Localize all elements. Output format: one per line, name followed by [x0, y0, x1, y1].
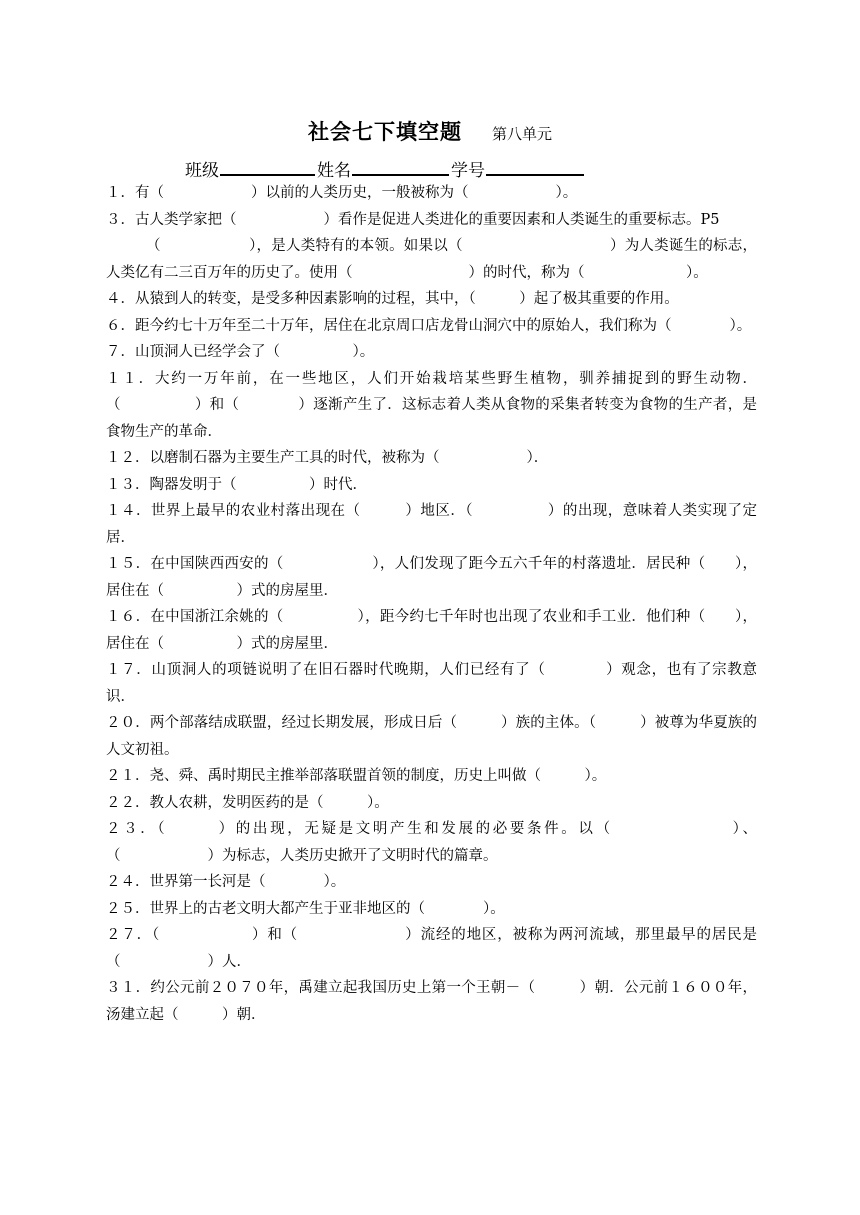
question-item: １２．以磨制石器为主要生产工具的时代，被称为（ ）．	[106, 450, 549, 466]
question-item: ２５．世界上的古老文明大都产生于亚非地区的（ ）。	[106, 900, 505, 917]
unit-subtitle: 第八单元	[491, 125, 552, 143]
class-label: 班级	[185, 161, 219, 181]
question-item: ７．山顶洞人已经学会了（ ）。	[106, 344, 375, 360]
question-item: １．有（ ）以前的人类历史，一般被称为（ ）。	[106, 185, 578, 201]
question-item: １５．在中国陕西西安的（ ），人们发现了距今五六千年的村落遗址．居民种（ ），居住在（ ）式的房屋里．	[106, 556, 757, 599]
question-list	[106, 180, 757, 1028]
question-item: ２３．（ ）的出现，无疑是文明产生和发展的必要条件。以（ ）、（ ）为标志，人类历史掀开了文明时代的篇章。	[106, 821, 757, 864]
name-blank	[352, 158, 449, 176]
question-item: ４．从猿到人的转变，是受多种因素影响的过程，其中，（ ）起了极其重要的作用。	[106, 291, 679, 307]
question-item: １３．陶器发明于（ ）时代．	[106, 476, 367, 493]
question-item: ２０．两个部落结成联盟，经过长期发展，形成日后（ ）族的主体。（ ）被尊为华夏族的人文初祖。	[106, 715, 757, 758]
question-item: （ ），是人类特有的本领。如果以（ ）为人类诞生的标志，人类亿有二三百万年的历史了。使用（ ）的时代，称为（ ）。	[106, 238, 757, 281]
question-item: １４．世界上最早的农业村落出现在（ ）地区．（ ）的出现，意味着人类实现了定居．	[106, 503, 757, 546]
question-item: ２２．教人农耕，发明医药的是（ ）。	[106, 794, 389, 811]
question-item: ２４．世界第一长河是（ ）。	[106, 874, 346, 890]
question-item: ２１．尧、舜、禹时期民主推举部落联盟首领的制度，历史上叫做（ ）。	[106, 768, 607, 784]
question-item: １１．大约一万年前，在一些地区，人们开始栽培某些野生植物，驯养捕捉到的野生动物．（ ）和（ ）逐渐产生了．这标志着人类从食物的采集者转变为食物的生产者，是食物生产的革命．	[106, 370, 757, 440]
page-title: 社会七下填空题	[307, 119, 462, 144]
question-item: １６．在中国浙江余姚的（ ），距今约七千年时也出现了农业和手工业．他们种（ ），居住在（ ）式的房屋里．	[106, 609, 757, 652]
title-line	[0, 116, 860, 146]
number-label: 学号	[451, 161, 485, 181]
number-blank	[486, 158, 584, 176]
name-label: 姓名	[317, 161, 351, 181]
student-info-line	[185, 156, 586, 181]
question-item: ３．古人类学家把（ ）看作是促进人类进化的重要因素和人类诞生的重要标志。P5	[106, 211, 720, 228]
question-item: ６．距今约七十万年至二十万年，居住在北京周口店龙骨山洞穴中的原始人，我们称为（ ）。	[106, 317, 752, 334]
question-item: ２７．（ ）和（ ）流经的地区，被称为两河流域，那里最早的居民是（ ）人．	[106, 927, 757, 970]
question-item: １７．山顶洞人的项链说明了在旧石器时代晚期，人们已经有了（ ）观念，也有了宗教意识．	[106, 662, 757, 705]
question-item: ３１．约公元前２０７０年，禹建立起我国历史上第一个王朝－（ ）朝．公元前１６００年，汤建立起（ ）朝．	[106, 980, 757, 1023]
class-blank	[220, 158, 315, 176]
